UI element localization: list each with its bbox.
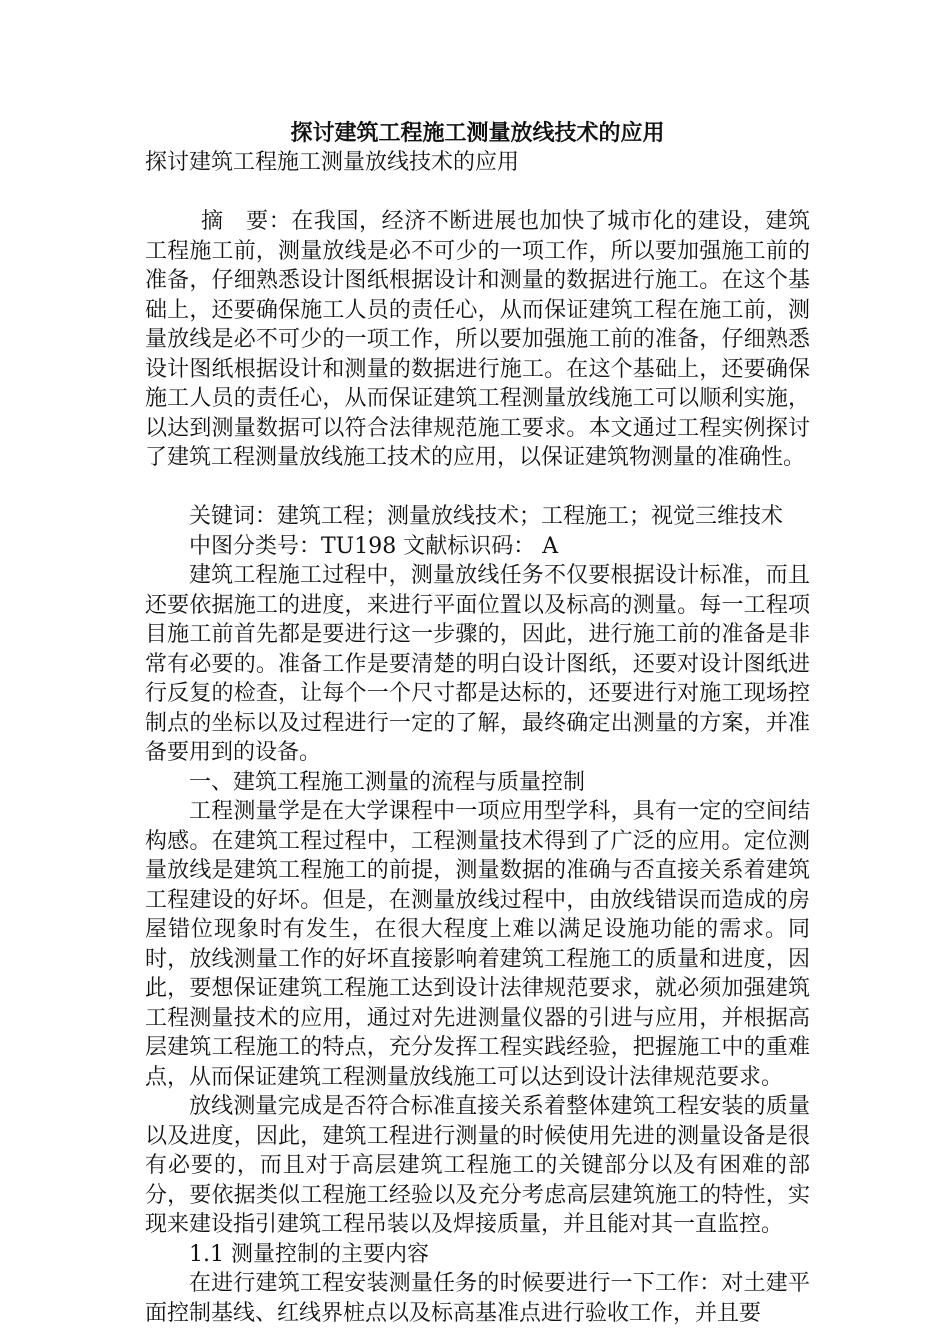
document-page: [145, 118, 810, 1328]
blank-line: [145, 178, 810, 208]
section-heading: 一、建筑工程施工测量的流程与质量控制: [189, 769, 586, 795]
body-paragraph: 工程测量学是在大学课程中一项应用型学科，具有一定的空间结构感。在建筑工程过程中，工程测量技术得到了广泛的应用。定位测量放线是建筑工程施工的前提，测量数据的准确与否直接关系着建筑工程建设的好坏。但是，在测量放线过程中，由放线错误而造成的房屋错位现象时有发生，在很大程度上难以满足设施功能的需求。同时，放线测量工作的好坏直接影响着建筑工程施工的质量和进度，因此，要想保证建筑工程施工达到设计法律规范要求，就必须加强建筑工程测量技术的应用，通过对先进测量仪器的引进与应用，并根据高层建筑工程施工的特点，充分发挥工程实践经验，把握施工中的重难点，从而保证建筑工程测量放线施工可以达到设计法律规范要求。: [145, 799, 810, 1090]
document-subtitle: 探讨建筑工程施工测量放线技术的应用: [145, 150, 520, 175]
classification-line: 中图分类号：TU198 文献标识码： A: [189, 533, 559, 559]
body-paragraph: 放线测量完成是否符合标准直接关系着整体建筑工程安装的质量以及进度，因此，建筑工程进行测量的时候使用先进的测量设备是很有必要的，而且对于高层建筑工程施工的关键部分以及有困难的部分，要依据类似工程施工经验以及充分考虑高层建筑施工的特性，实现来建设指引建筑工程吊装以及焊接质量，并且能对其一直监控。: [145, 1094, 810, 1237]
document-title: 探讨建筑工程施工测量放线技术的应用: [290, 120, 665, 146]
body-paragraph: 在进行建筑工程安装测量任务的时候要进行一下工作：对土建平面控制基线、红线界桩点以及标高基准点进行验收工作，并且要: [145, 1271, 810, 1326]
blank-line: [145, 473, 810, 503]
subsection-heading: 1.1 测量控制的主要内容: [189, 1241, 429, 1267]
keywords-line: 关键词：建筑工程；测量放线技术；工程施工；视觉三维技术: [189, 504, 784, 529]
intro-paragraph: 建筑工程施工过程中，测量放线任务不仅要根据设计标准，而且还要依据施工的进度，来进行平面位置以及标高的测量。每一工程项目施工前首先都是要进行这一步骤的，因此，进行施工前的准备是非常有必要的。准备工作是要清楚的明白设计图纸，还要对设计图纸进行反复的检查，让每个一个尺寸都是达标的，还要进行对施工现场控制点的坐标以及过程进行一定的了解，最终确定出测量的方案，并准备要用到的设备。: [145, 563, 810, 765]
abstract-paragraph: 摘 要：在我国，经济不断进展也加快了城市化的建设，建筑工程施工前，测量放线是必不可少的一项工作，所以要加强施工前的准备，仔细熟悉设计图纸根据设计和测量的数据进行施工。在这个基础上，还要确保施工人员的责任心，从而保证建筑工程在施工前，测量放线是必不可少的一项工作，所以要加强施工前的准备，仔细熟悉设计图纸根据设计和测量的数据进行施工。在这个基础上，还要确保施工人员的责任心，从而保证建筑工程测量放线施工可以顺利实施，以达到测量数据可以符合法律规范施工要求。本文通过工程实例探讨了建筑工程测量放线施工技术的应用，以保证建筑物测量的准确性。: [145, 209, 810, 470]
